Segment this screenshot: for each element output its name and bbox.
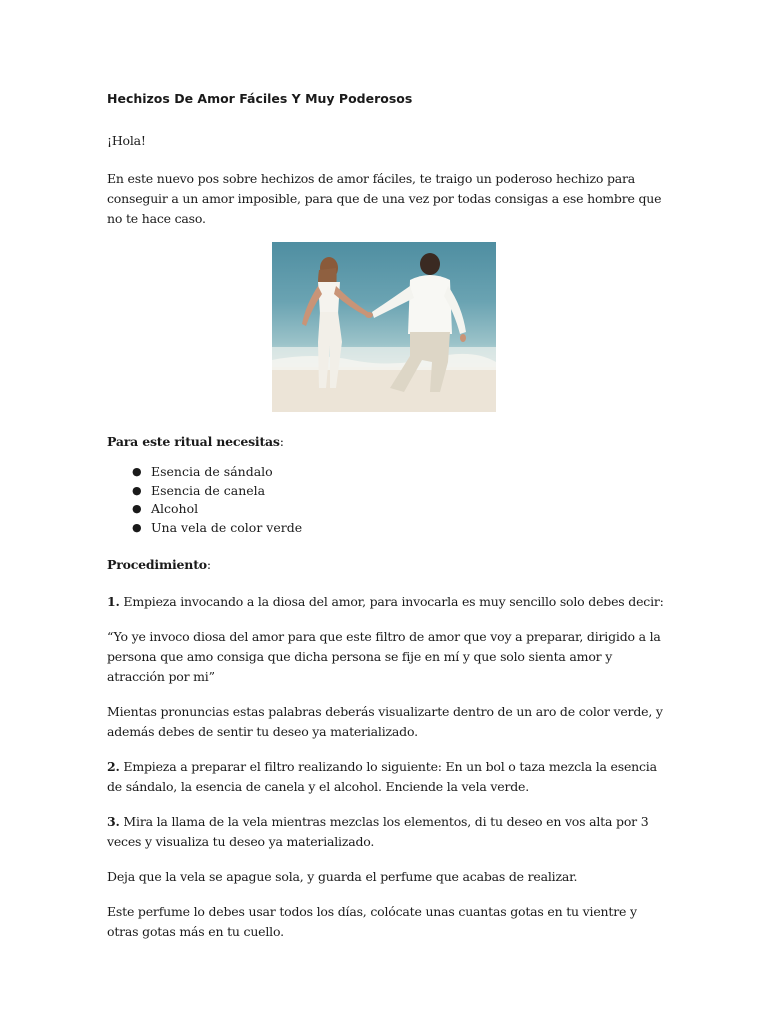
materials-heading xyxy=(107,432,667,452)
invocation-quote: “Yo ye invoco diosa del amor para que este filtro de amor que voy a preparar, dirigido a la persona que amo consiga que dicha persona se fije en mí y que solo sienta amor y atracción por mi” xyxy=(107,629,661,684)
list-item xyxy=(132,482,667,501)
step-2-text: Empieza a preparar el filtro realizando lo siguiente: En un bol o taza mezcla la esencia de sándalo, la esencia de canela y el alcohol. Enciende la vela verde. xyxy=(107,759,657,794)
list-item-text: Esencia de sándalo xyxy=(151,464,273,479)
list-item-text: Una vela de color verde xyxy=(151,519,303,535)
step-2 xyxy=(107,757,667,797)
materials-list xyxy=(107,463,667,537)
step-1-text: Empieza invocando a la diosa del amor, para invocarla es muy sencillo solo debes decir: xyxy=(119,594,664,609)
visualize-paragraph: Mientas pronuncias estas palabras deberás visualizarte dentro de un aro de color verde, y además debes de sentir tu deseo ya materializado. xyxy=(107,704,663,739)
step-1 xyxy=(107,592,667,612)
greeting: ¡Hola! xyxy=(107,133,146,148)
bullet-icon: ● xyxy=(132,502,142,515)
procedure-heading-text: Procedimiento xyxy=(107,557,207,572)
materials-heading-text: Para este ritual necesitas xyxy=(107,434,280,449)
bullet-icon: ● xyxy=(132,520,142,534)
step-3-text: Mira la llama de la vela mientras mezclas los elementos, di tu deseo en vos alta por 3 veces y visualiza tu deseo ya materializado. xyxy=(107,814,649,849)
procedure-heading xyxy=(107,555,667,575)
bullet-icon: ● xyxy=(132,483,142,497)
step-3 xyxy=(107,812,667,852)
intro-paragraph: En este nuevo pos sobre hechizos de amor fáciles, te traigo un poderoso hechizo para conseguir a un amor imposible, para que de una vez por todas consigas a ese hombre que no te hace caso. xyxy=(107,171,662,226)
document-title: Hechizos De Amor Fáciles Y Muy Poderosos xyxy=(107,91,413,106)
list-item xyxy=(132,463,667,482)
step-1-number: 1. xyxy=(107,594,120,609)
list-item-text: Alcohol xyxy=(151,501,199,516)
bullet-icon: ● xyxy=(132,465,142,478)
list-item xyxy=(132,500,667,519)
step-2-number: 2. xyxy=(107,759,120,774)
list-item xyxy=(132,519,667,538)
materials-heading-colon: : xyxy=(279,434,284,449)
list-item-text: Esencia de canela xyxy=(151,482,266,498)
procedure-heading-colon: : xyxy=(206,557,211,572)
step-3-number: 3. xyxy=(107,814,120,829)
perfume-paragraph: Este perfume lo debes usar todos los días, colócate unas cuantas gotas en tu vientre y otras gotas más en tu cuello. xyxy=(107,904,637,939)
couple-walking-on-beach-photo xyxy=(272,242,496,412)
document-page xyxy=(107,90,667,957)
candle-paragraph: Deja que la vela se apague sola, y guarda el perfume que acabas de realizar. xyxy=(107,869,578,884)
